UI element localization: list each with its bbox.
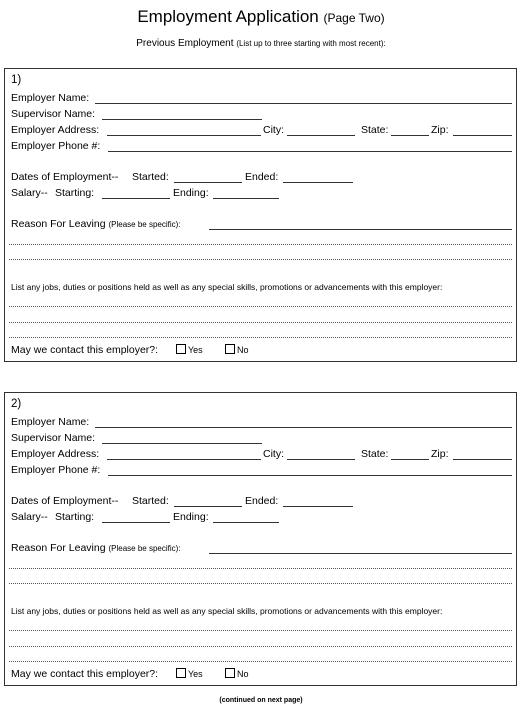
salary-label: Salary--: [11, 511, 48, 523]
employer-phone-label: Employer Phone #:: [11, 140, 101, 152]
reason-for-leaving-label: Reason For Leaving: [11, 218, 106, 230]
employer-name-field[interactable]: [95, 92, 512, 104]
no-checkbox[interactable]: [225, 668, 235, 678]
state-label: State:: [361, 448, 389, 460]
employer-name-row: [11, 416, 512, 430]
salary-starting-field[interactable]: [102, 187, 170, 199]
state-field[interactable]: [391, 448, 429, 460]
zip-field[interactable]: [453, 448, 512, 460]
no-label: No: [237, 669, 249, 679]
contact-row: [11, 668, 512, 682]
employer-phone-row: [11, 140, 512, 154]
supervisor-name-row: [11, 432, 512, 446]
may-contact-label: May we contact this employer?:: [11, 344, 159, 356]
employer-address-label: Employer Address:: [11, 448, 100, 460]
started-label: Started:: [132, 495, 169, 507]
salary-label: Salary--: [11, 187, 48, 199]
salary-row: [11, 511, 512, 525]
city-label: City:: [263, 124, 284, 136]
employer-name-field[interactable]: [95, 416, 512, 428]
duties-row: [11, 606, 512, 620]
reason-line-3[interactable]: [9, 259, 512, 260]
employment-section-1: [4, 68, 517, 362]
state-label: State:: [361, 124, 389, 136]
employer-address-row: [11, 124, 512, 138]
reason-note: (Please be specific):: [108, 544, 181, 553]
employment-section-2: [4, 392, 517, 686]
previous-employment-note: (List up to three starting with most recent):: [236, 39, 386, 48]
list-jobs-label: List any jobs, duties or positions held as well as any special skills, promotions or advancements with this employer:: [11, 282, 443, 292]
may-contact-label: May we contact this employer?:: [11, 668, 159, 680]
zip-label: Zip:: [431, 124, 449, 136]
salary-starting-label: Starting:: [55, 187, 95, 199]
duties-line-3[interactable]: [9, 337, 512, 338]
section-number: 2): [11, 398, 22, 410]
reason-field[interactable]: [209, 542, 512, 554]
employer-address-label: Employer Address:: [11, 124, 100, 136]
no-checkbox[interactable]: [225, 344, 235, 354]
form-title: Employment Application: [137, 7, 319, 26]
previous-employment-heading: Previous Employment: [136, 38, 234, 49]
salary-ending-label: Ending:: [173, 511, 209, 523]
salary-starting-label: Starting:: [55, 511, 95, 523]
duties-line-1[interactable]: [9, 306, 512, 307]
duties-line-1[interactable]: [9, 630, 512, 631]
dates-row: [11, 171, 512, 185]
employer-name-label: Employer Name:: [11, 92, 90, 104]
form-title-suffix: (Page Two): [323, 11, 385, 25]
contact-row: [11, 344, 512, 358]
salary-ending-field[interactable]: [213, 511, 279, 523]
dates-row: [11, 495, 512, 509]
yes-checkbox[interactable]: [176, 668, 186, 678]
duties-line-2[interactable]: [9, 646, 512, 647]
employer-phone-label: Employer Phone #:: [11, 464, 101, 476]
yes-label: Yes: [188, 345, 203, 355]
reason-line-2[interactable]: [9, 244, 512, 245]
yes-label: Yes: [188, 669, 203, 679]
ended-field[interactable]: [283, 495, 353, 507]
section-number: 1): [11, 74, 22, 86]
duties-line-3[interactable]: [9, 661, 512, 662]
zip-label: Zip:: [431, 448, 449, 460]
continued-note: (continued on next page): [219, 697, 303, 704]
reason-line-3[interactable]: [9, 583, 512, 584]
salary-ending-label: Ending:: [173, 187, 209, 199]
supervisor-name-label: Supervisor Name:: [11, 432, 96, 444]
section-heading: [0, 38, 522, 49]
ended-label: Ended:: [245, 171, 279, 183]
reason-for-leaving-label: Reason For Leaving: [11, 542, 106, 554]
supervisor-name-row: [11, 108, 512, 122]
supervisor-name-field[interactable]: [102, 108, 262, 120]
employer-address-field[interactable]: [107, 124, 261, 136]
reason-row: [11, 218, 512, 232]
state-field[interactable]: [391, 124, 429, 136]
employer-name-label: Employer Name:: [11, 416, 90, 428]
duties-row: [11, 282, 512, 296]
supervisor-name-label: Supervisor Name:: [11, 108, 96, 120]
ended-field[interactable]: [283, 171, 353, 183]
ended-label: Ended:: [245, 495, 279, 507]
salary-ending-field[interactable]: [213, 187, 279, 199]
city-field[interactable]: [287, 448, 355, 460]
zip-field[interactable]: [453, 124, 512, 136]
started-field[interactable]: [174, 171, 242, 183]
reason-line-2[interactable]: [9, 568, 512, 569]
duties-line-2[interactable]: [9, 322, 512, 323]
yes-checkbox[interactable]: [176, 344, 186, 354]
supervisor-name-field[interactable]: [102, 432, 262, 444]
dates-of-employment-label: Dates of Employment--: [11, 495, 119, 507]
no-label: No: [237, 345, 249, 355]
employer-phone-row: [11, 464, 512, 478]
reason-field[interactable]: [209, 218, 512, 230]
salary-starting-field[interactable]: [102, 511, 170, 523]
reason-note: (Please be specific):: [108, 220, 181, 229]
salary-row: [11, 187, 512, 201]
dates-of-employment-label: Dates of Employment--: [11, 171, 119, 183]
reason-row: [11, 542, 512, 556]
page-title: [0, 7, 522, 27]
employer-address-row: [11, 448, 512, 462]
employer-phone-field[interactable]: [108, 464, 512, 476]
employer-phone-field[interactable]: [108, 140, 512, 152]
started-field[interactable]: [174, 495, 242, 507]
city-field[interactable]: [287, 124, 355, 136]
employer-address-field[interactable]: [107, 448, 261, 460]
started-label: Started:: [132, 171, 169, 183]
employer-name-row: [11, 92, 512, 106]
list-jobs-label: List any jobs, duties or positions held as well as any special skills, promotions or advancements with this employer:: [11, 606, 443, 616]
city-label: City:: [263, 448, 284, 460]
